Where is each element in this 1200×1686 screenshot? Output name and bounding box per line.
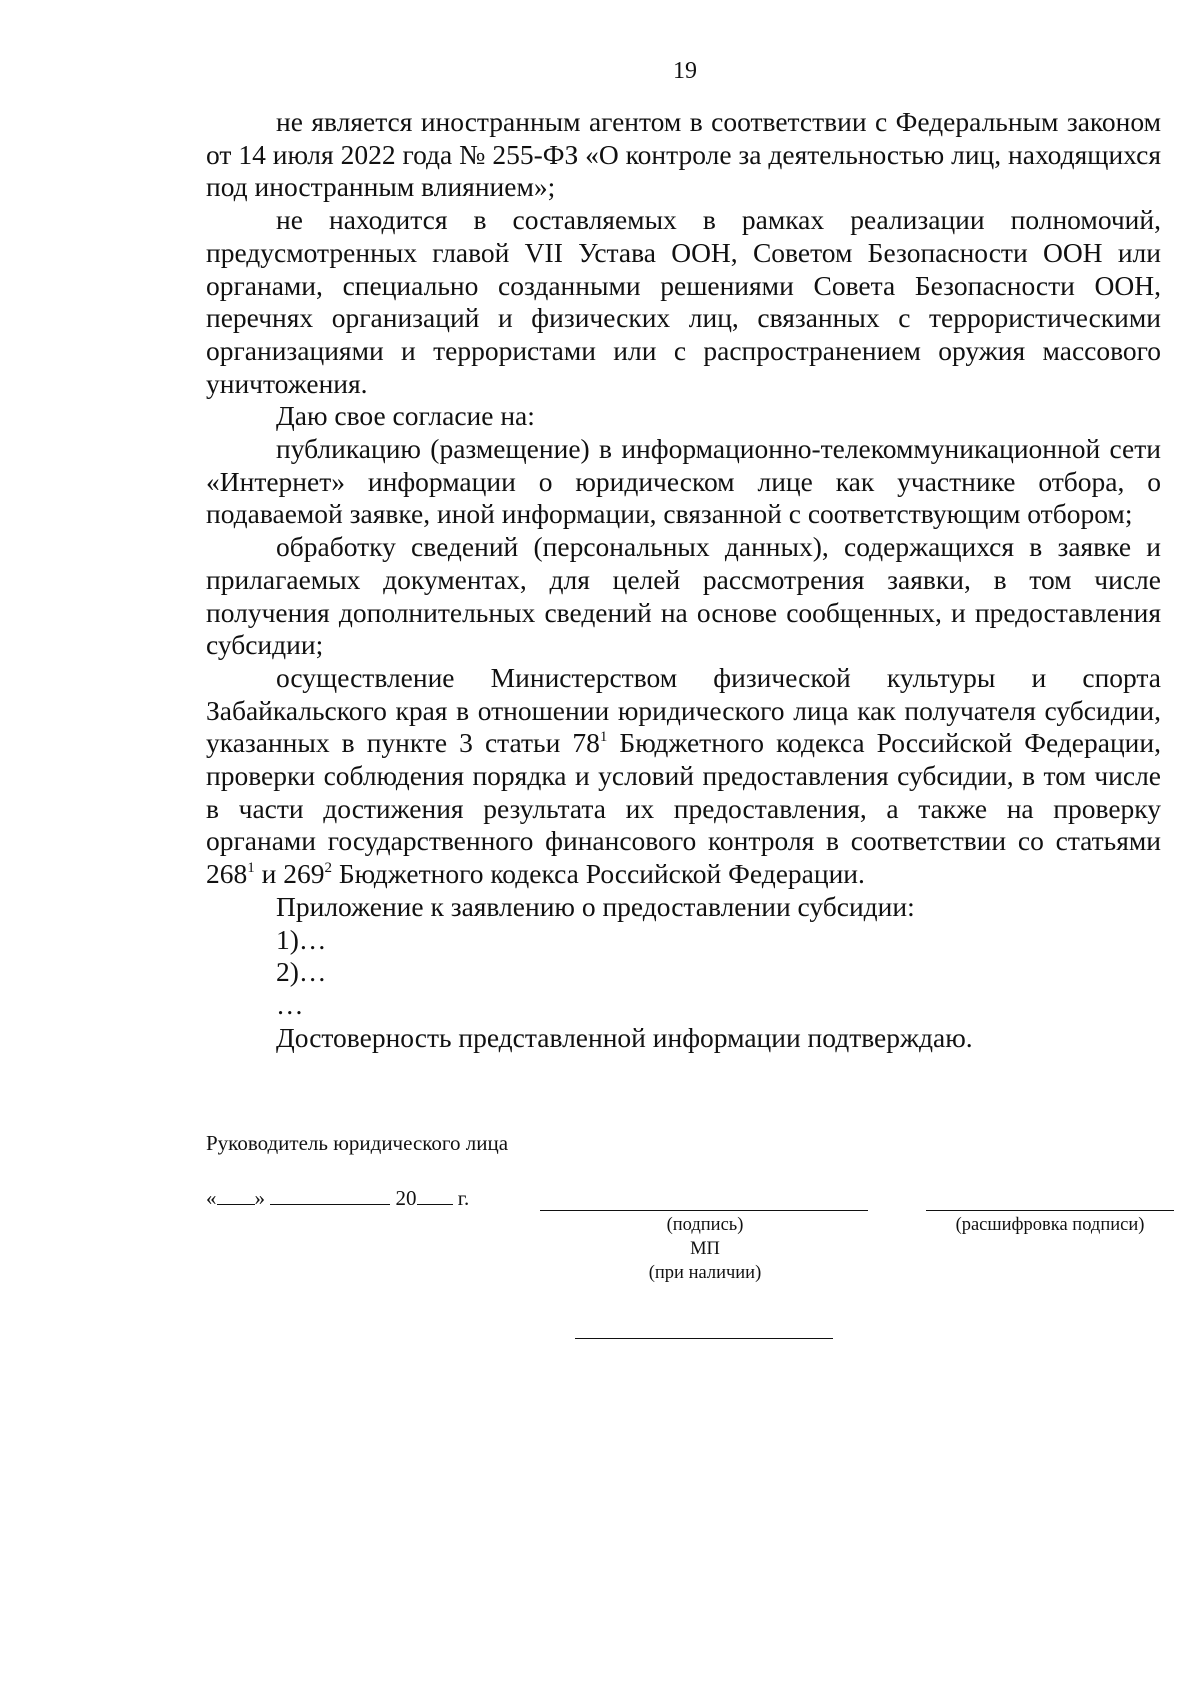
paragraph-consent-intro: Даю свое согласие на: (276, 400, 535, 432)
stamp-note: (при наличии) (648, 1263, 762, 1283)
year-blank (417, 1186, 453, 1205)
footnote-superscript: 1 (599, 729, 608, 746)
stamp-label: МП (690, 1239, 720, 1259)
year-suffix: г. (457, 1186, 470, 1210)
footnote-superscript: 1 (247, 860, 255, 877)
date-open-quote: « (206, 1186, 217, 1210)
document-body (206, 106, 1161, 1054)
month-blank (270, 1186, 390, 1205)
footnote-superscript: 2 (324, 860, 332, 877)
attachment-item-2: 2)… (276, 956, 327, 988)
date-close-quote: » (254, 1186, 265, 1210)
decoding-line (926, 1210, 1174, 1211)
date-field (206, 1186, 469, 1211)
day-blank (217, 1186, 255, 1205)
signer-role: Руководитель юридического лица (206, 1131, 509, 1155)
paragraph-consent-publication: публикацию (размещение) в информационно-телекоммуникационной сети «Интернет» информации о юридическом лице как участнике отбора, о подаваемой заявке, иной информации, связанной с соответствующим отбором; (206, 433, 1161, 530)
end-separator-line (575, 1338, 833, 1339)
decoding-caption: (расшифровка подписи) (955, 1215, 1145, 1235)
inspection-text-a: осуществление Министерством физической культуры и спорта Забайкальского края в отношении юридического лица как получателя субсидии, указанных в пункте 3 статьи 78 (206, 661, 1161, 759)
signature-line (540, 1210, 868, 1211)
signature-caption: (подпись) (666, 1215, 744, 1235)
paragraph-foreign-agent: не является иностранным агентом в соответствии с Федеральным законом от 14 июля 2022 года № 255-ФЗ «О контроле за деятельностью лиц, находящихся под иностранным влиянием»; (206, 106, 1161, 203)
attachment-ellipsis: … (276, 988, 304, 1020)
inspection-text-d: Бюджетного кодекса Российской Федерации. (331, 858, 865, 890)
paragraph-consent-inspection (206, 662, 1161, 891)
year-prefix: 20 (395, 1186, 417, 1210)
inspection-text-c: и 269 (254, 858, 325, 890)
paragraph-attachments-heading: Приложение к заявлению о предоставлении субсидии: (276, 890, 915, 922)
paragraph-consent-processing: обработку сведений (персональных данных), содержащихся в заявке и прилагаемых документах, для целей рассмотрения заявки, в том числе получения дополнительных сведений на основе сообщенных, и предоставления субсидии; (206, 531, 1161, 661)
attachment-item-1: 1)… (276, 923, 327, 955)
page-number: 19 (673, 58, 697, 84)
paragraph-confirmation: Достоверность представленной информации подтверждаю. (276, 1021, 973, 1053)
inspection-text-b: Бюджетного кодекса Российской Федерации, проверки соблюдения порядка и условий предоставления субсидии, в том числе в части достижения результата их предоставления, а также на проверку органами государственного финансового контроля в соответствии со статьями 268 (206, 727, 1161, 890)
paragraph-sanctions-list: не находится в составляемых в рамках реализации полномочий, предусмотренных главой VII Устава ООН, Советом Безопасности ООН или органами, специально созданными решениями Совета Безопасности ООН, перечнях организаций и физических лиц, связанных с террористическими организациями и террористами или с распространением оружия массового уничтожения. (206, 204, 1161, 399)
